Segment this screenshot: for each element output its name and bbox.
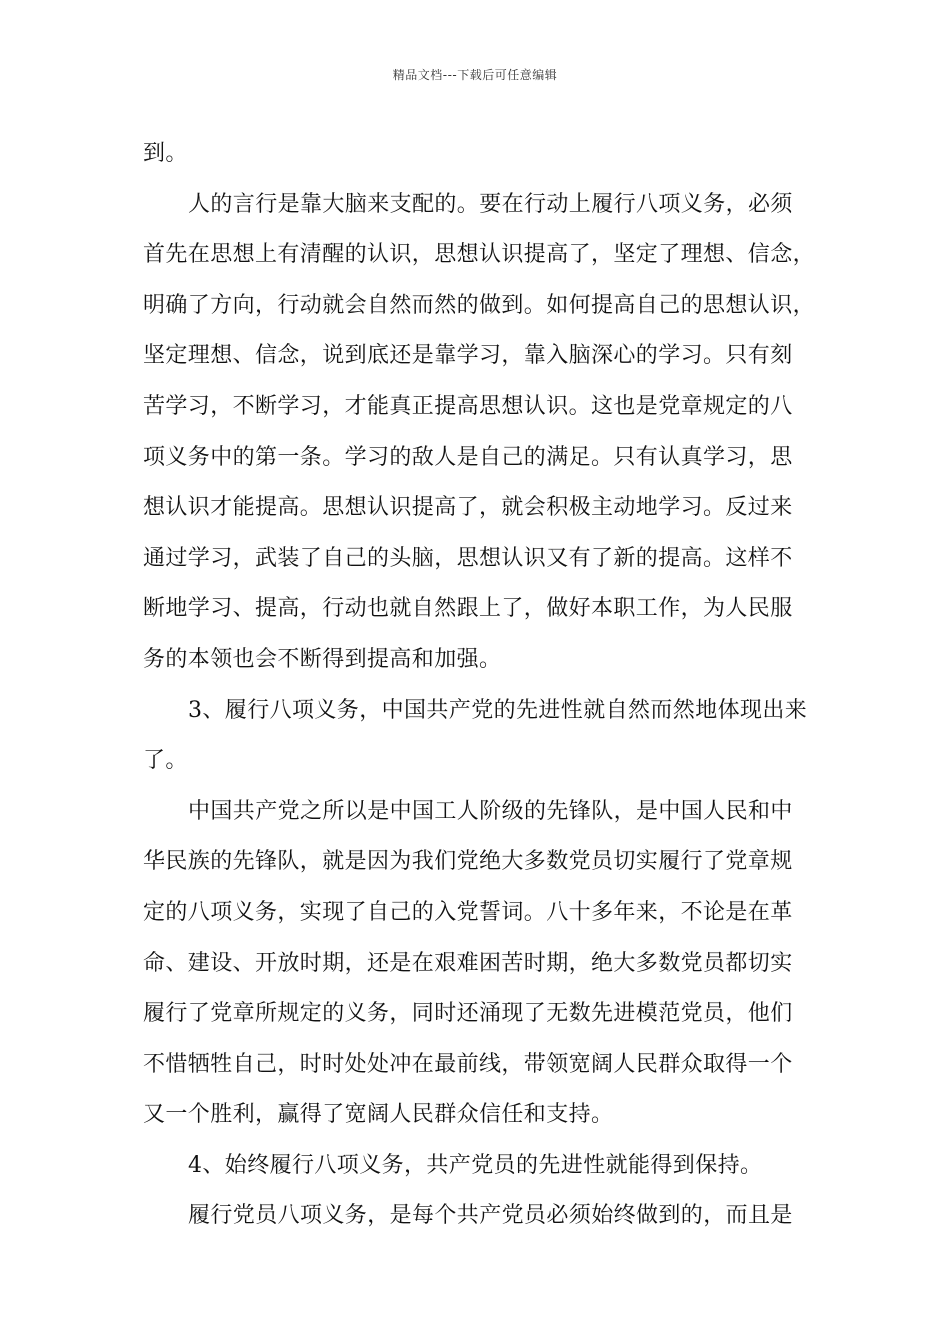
text-line: 项义务中的第一条。学习的敌人是自己的满足。只有认真学习，思 bbox=[143, 444, 793, 470]
text-line: 又一个胜利，赢得了宽阔人民群众信任和支持。 bbox=[143, 1102, 614, 1128]
text-line: 想认识才能提高。思想认识提高了，就会积极主动地学习。反过来 bbox=[143, 495, 793, 521]
text-line: 首先在思想上有清醒的认识，思想认识提高了，坚定了理想、信念， bbox=[143, 242, 816, 268]
paragraph-start-line: 中国共产党之所以是中国工人阶级的先锋队，是中国人民和中 bbox=[188, 798, 793, 824]
text-line: 华民族的先锋队，就是因为我们党绝大多数党员切实履行了党章规 bbox=[143, 849, 793, 875]
section-heading-4: 4、始终履行八项义务，共产党员的先进性就能得到保持。 bbox=[188, 1152, 763, 1178]
text-line: 到。 bbox=[143, 141, 188, 166]
text-line: 务的本领也会不断得到提高和加强。 bbox=[143, 646, 502, 672]
text-line: 通过学习，武装了自己的头脑，思想认识又有了新的提高。这样不 bbox=[143, 545, 793, 571]
document-body bbox=[143, 129, 816, 1242]
section-heading-3: 3、履行八项义务，中国共产党的先进性就自然而然地体现出来 bbox=[188, 697, 808, 723]
text-line: 断地学习、提高，行动也就自然跟上了，做好本职工作，为人民服 bbox=[143, 596, 793, 622]
text-line: 苦学习，不断学习，才能真正提高思想认识。这也是党章规定的八 bbox=[143, 393, 793, 419]
text-line: 了。 bbox=[143, 748, 188, 774]
page-header: 精品文档---下载后可任意编辑 bbox=[392, 68, 558, 82]
text-line: 履行了党章所规定的义务，同时还涌现了无数先进模范党员，他们 bbox=[143, 1001, 793, 1027]
text-line: 明确了方向，行动就会自然而然的做到。如何提高自己的思想认识， bbox=[143, 292, 816, 318]
paragraph-start-line: 履行党员八项义务，是每个共产党员必须始终做到的，而且是 bbox=[188, 1203, 793, 1229]
text-line: 定的八项义务，实现了自己的入党誓词。八十多年来，不论是在革 bbox=[143, 899, 793, 925]
text-line: 不惜牺牲自己，时时处处冲在最前线，带领宽阔人民群众取得一个 bbox=[143, 1051, 793, 1077]
text-line: 坚定理想、信念，说到底还是靠学习，靠入脑深心的学习。只有刻 bbox=[143, 343, 793, 369]
text-line: 命、建设、开放时期，还是在艰难困苦时期，绝大多数党员都切实 bbox=[143, 950, 793, 976]
paragraph-start-line: 人的言行是靠大脑来支配的。要在行动上履行八项义务，必须 bbox=[188, 191, 793, 217]
